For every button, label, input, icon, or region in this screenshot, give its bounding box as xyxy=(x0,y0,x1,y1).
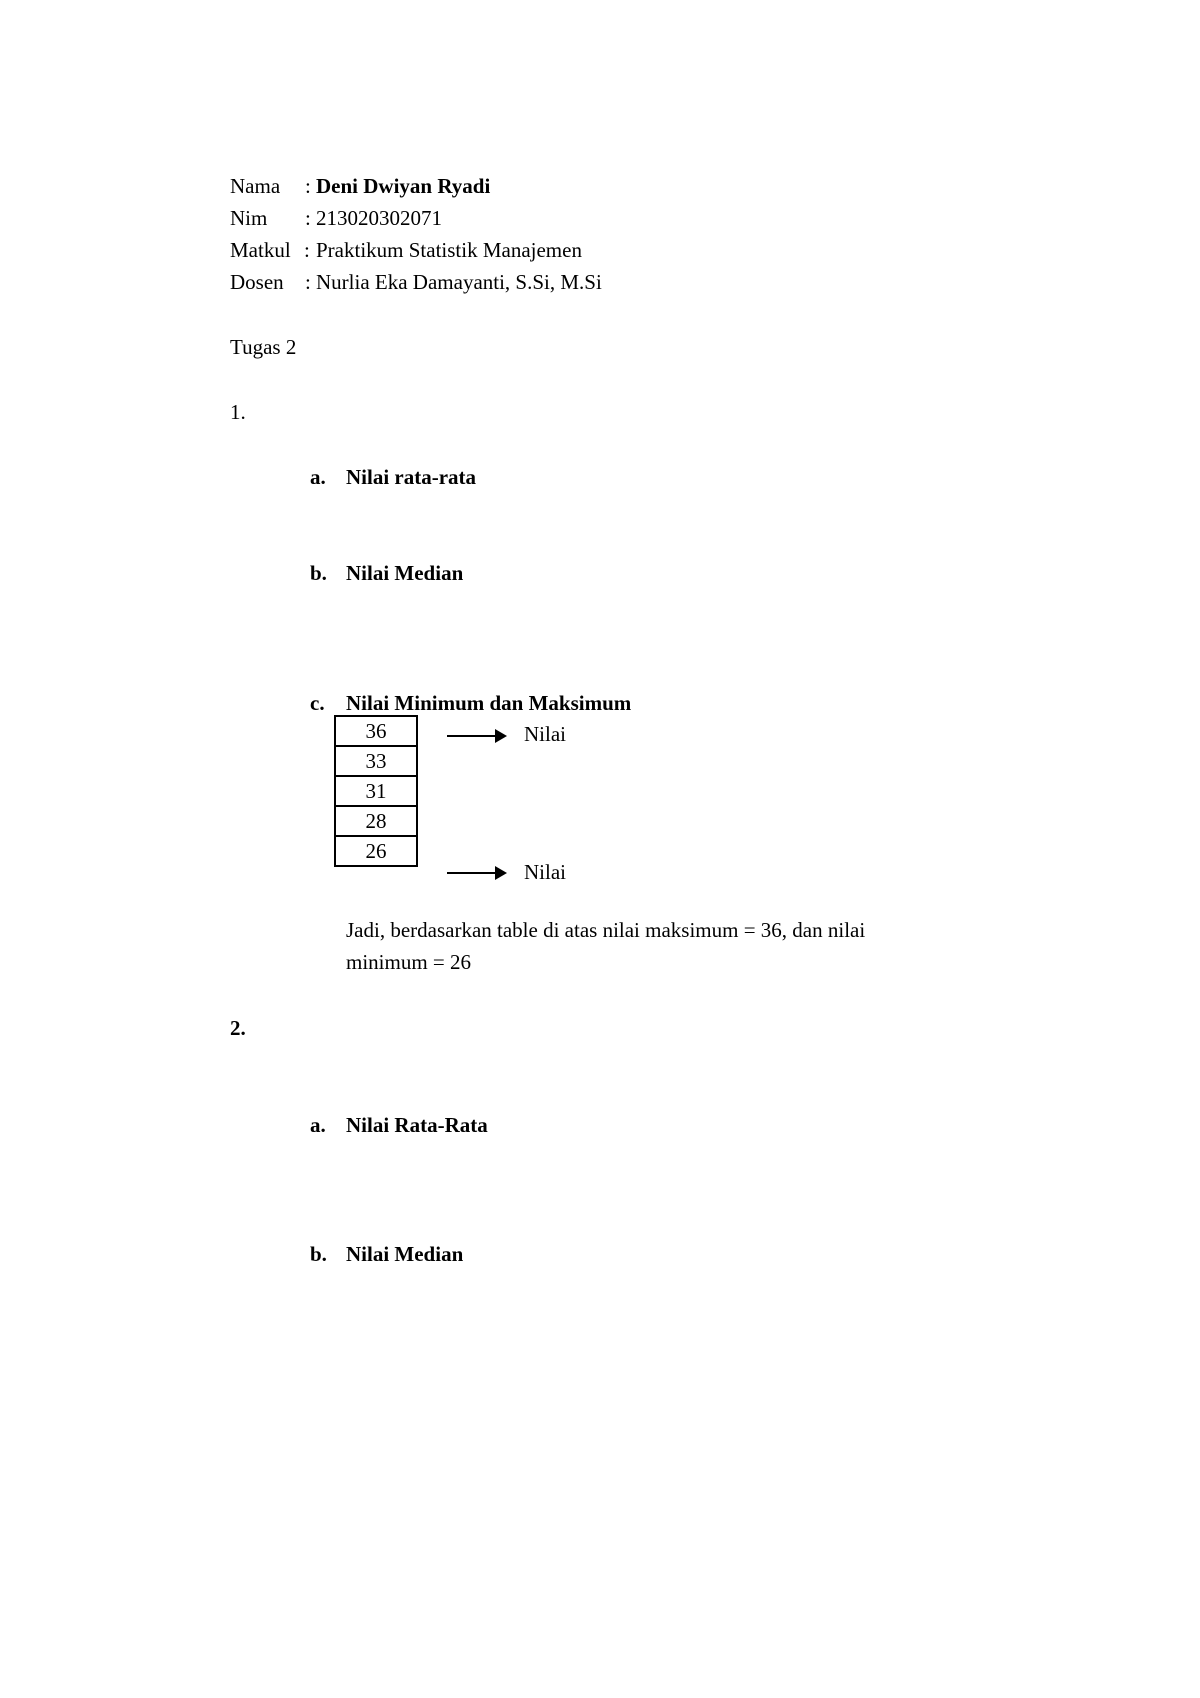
arrow-right-icon xyxy=(447,872,505,874)
arrow-label-top: Nilai xyxy=(524,722,566,746)
q2b-title: Nilai Median xyxy=(346,1242,464,1266)
matkul-label: Matkul xyxy=(230,238,291,262)
table-cell: 33 xyxy=(335,746,417,776)
arrow-right-icon xyxy=(447,735,505,737)
dosen-label: Dosen xyxy=(230,270,284,294)
table-row xyxy=(335,836,417,866)
name-value: Deni Dwiyan Ryadi xyxy=(316,174,491,198)
q1a-letter: a. xyxy=(310,465,326,489)
q1a-title: Nilai rata-rata xyxy=(346,465,477,489)
q2a-letter: a. xyxy=(310,1113,326,1137)
dosen-colon: : xyxy=(305,270,311,294)
table-cell: 26 xyxy=(335,836,417,866)
conclusion-line-2: minimum = 26 xyxy=(346,950,472,974)
nim-row xyxy=(230,206,930,230)
table-cell: 36 xyxy=(335,716,417,746)
matkul-row xyxy=(230,238,930,262)
matkul-colon: : xyxy=(304,238,310,262)
arrow-label-bottom: Nilai xyxy=(524,860,566,884)
dosen-value: Nurlia Eka Damayanti, S.Si, M.Si xyxy=(316,270,602,294)
table-row xyxy=(335,746,417,776)
q1c-letter: c. xyxy=(310,691,325,715)
identity-block xyxy=(230,174,930,304)
q1b-letter: b. xyxy=(310,561,327,585)
q1b-title: Nilai Median xyxy=(346,561,464,585)
name-colon: : xyxy=(305,174,311,198)
table-cell: 31 xyxy=(335,776,417,806)
table-row xyxy=(335,806,417,836)
matkul-value: Praktikum Statistik Manajemen xyxy=(316,238,582,262)
q2a-title: Nilai Rata-Rata xyxy=(346,1113,488,1137)
dosen-row xyxy=(230,270,930,294)
name-row xyxy=(230,174,930,198)
name-label: Nama xyxy=(230,174,281,198)
question-1-number: 1. xyxy=(230,400,246,424)
minmax-table xyxy=(334,715,418,867)
conclusion-line-1: Jadi, berdasarkan table di atas nilai maksimum = 36, dan nilai xyxy=(346,918,866,942)
table-row xyxy=(335,716,417,746)
nim-value: 213020302071 xyxy=(316,206,442,230)
assignment-title: Tugas 2 xyxy=(230,335,297,359)
q2b-letter: b. xyxy=(310,1242,327,1266)
table-row xyxy=(335,776,417,806)
question-2-number: 2. xyxy=(230,1016,246,1040)
table-cell: 28 xyxy=(335,806,417,836)
nim-colon: : xyxy=(305,206,311,230)
nim-label: Nim xyxy=(230,206,268,230)
q1c-title: Nilai Minimum dan Maksimum xyxy=(346,691,632,715)
